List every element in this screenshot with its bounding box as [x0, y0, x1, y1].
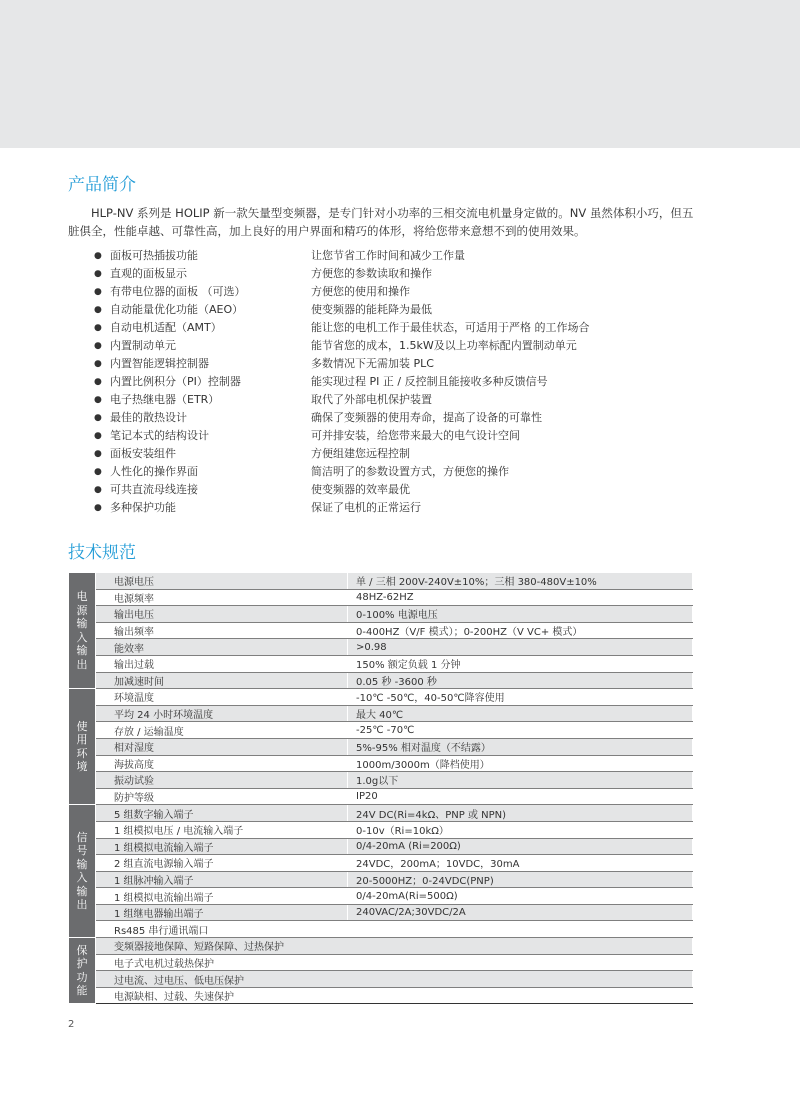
feature-name: 人性化的操作界面 — [110, 465, 198, 478]
spec-value: -10℃ -50℃，40-50℃降容使用 — [348, 689, 693, 706]
table-row — [69, 738, 693, 755]
table-row — [69, 689, 693, 706]
spec-value: 0-100% 电源电压 — [348, 606, 693, 623]
list-item — [0, 319, 800, 337]
list-item — [0, 427, 800, 445]
spec-value: 1.0g以下 — [348, 772, 693, 789]
spec-param: 环境温度 — [96, 689, 348, 706]
table-row — [69, 639, 693, 656]
bullet-icon: ● — [94, 449, 102, 459]
feature-name: 自动能量优化功能（AEO） — [110, 303, 244, 316]
table-row — [69, 987, 693, 1004]
spec-param: 存放 / 运输温度 — [96, 722, 348, 739]
spec-value: 0/4-20mA(Ri=500Ω) — [348, 888, 693, 905]
spec-title: 技术规范 — [68, 543, 136, 563]
spec-param: 电源缺相、过载、失速保护 — [96, 987, 693, 1004]
spec-group-label — [69, 938, 96, 1004]
bullet-icon: ● — [94, 503, 102, 513]
spec-value: 1000m/3000m（降档使用） — [348, 755, 693, 772]
bullet-icon: ● — [94, 413, 102, 423]
spec-value: 20-5000HZ；0-24VDC(PNP) — [348, 871, 693, 888]
table-row — [69, 788, 693, 805]
feature-description: 能实现过程 PI 正 / 反控制且能接收多种反馈信号 — [311, 375, 548, 388]
spec-table — [68, 572, 693, 1004]
spec-param: 1 组继电器输出端子 — [96, 904, 348, 921]
feature-description: 多数情况下无需加装 PLC — [311, 357, 434, 370]
table-row — [69, 655, 693, 672]
bullet-icon: ● — [94, 269, 102, 279]
table-row — [69, 954, 693, 971]
table-row — [69, 921, 693, 938]
bullet-icon: ● — [94, 395, 102, 405]
spec-param: 相对湿度 — [96, 738, 348, 755]
spec-group-text: 电源输入输出 — [76, 590, 88, 671]
table-row — [69, 589, 693, 606]
spec-group-text: 保护功能 — [76, 943, 88, 998]
spec-value: 5%-95% 相对温度（不结露） — [348, 738, 693, 755]
spec-param: 防护等级 — [96, 788, 348, 805]
spec-param: 1 组模拟电流输出端子 — [96, 888, 348, 905]
spec-param: Rs485 串行通讯端口 — [96, 921, 693, 938]
list-item — [0, 337, 800, 355]
table-row — [69, 573, 693, 590]
spec-param: 能效率 — [96, 639, 348, 656]
spec-value: 150% 额定负载 1 分钟 — [348, 655, 693, 672]
table-row — [69, 888, 693, 905]
table-row — [69, 805, 693, 822]
feature-name: 内置智能逻辑控制器 — [110, 357, 209, 370]
table-row — [69, 606, 693, 623]
intro-title: 产品简介 — [68, 175, 136, 195]
spec-value: -25℃ -70℃ — [348, 722, 693, 739]
table-row — [69, 722, 693, 739]
feature-name: 有带电位器的面板 （可选） — [110, 285, 246, 298]
feature-description: 方便您的参数读取和操作 — [311, 267, 432, 280]
bullet-icon: ● — [94, 377, 102, 387]
intro-paragraph: HLP-NV 系列是 HOLIP 新一款矢量型变频器，是专门针对小功率的三相交流电机量身定做的。NV 虽然体积小巧，但五脏俱全，性能卓越、可靠性高，加上良好的用户界面和精巧的体形，将给您带来意想不到的使用效果。 — [68, 206, 694, 238]
bullet-icon: ● — [94, 341, 102, 351]
table-row — [69, 772, 693, 789]
bullet-icon: ● — [94, 485, 102, 495]
spec-param: 变频器接地保障、短路保障、过热保护 — [96, 938, 693, 955]
spec-value: IP20 — [348, 788, 693, 805]
table-row — [69, 755, 693, 772]
feature-description: 简洁明了的参数设置方式，方便您的操作 — [311, 465, 509, 478]
list-item — [0, 391, 800, 409]
spec-value: 24V DC(Ri=4kΩ、PNP 或 NPN) — [348, 805, 693, 822]
feature-description: 方便组建您远程控制 — [311, 447, 410, 460]
feature-name: 可共直流母线连接 — [110, 483, 198, 496]
table-row — [69, 622, 693, 639]
spec-value: 0.05 秒 -3600 秒 — [348, 672, 693, 689]
spec-param: 输出电压 — [96, 606, 348, 623]
feature-description: 保证了电机的正常运行 — [311, 501, 421, 514]
spec-value: 24VDC，200mA；10VDC，30mA — [348, 855, 693, 872]
table-row — [69, 705, 693, 722]
header-band — [0, 0, 800, 148]
spec-value: 0-10v（Ri=10kΩ） — [348, 821, 693, 838]
list-item — [0, 373, 800, 391]
table-row — [69, 838, 693, 855]
feature-name: 笔记本式的结构设计 — [110, 429, 209, 442]
spec-value: 48HZ-62HZ — [348, 589, 693, 606]
spec-value: 单 / 三相 200V-240V±10%；三相 380-480V±10% — [348, 573, 693, 590]
feature-description: 方便您的使用和操作 — [311, 285, 410, 298]
spec-group-label — [69, 689, 96, 805]
feature-description: 让您节省工作时间和减少工作量 — [311, 249, 465, 262]
table-row — [69, 672, 693, 689]
feature-name: 面板安装组件 — [110, 447, 176, 460]
list-item — [0, 247, 800, 265]
bullet-icon: ● — [94, 359, 102, 369]
list-item — [0, 499, 800, 517]
spec-param: 电源电压 — [96, 573, 348, 590]
bullet-icon: ● — [94, 467, 102, 477]
feature-list — [0, 247, 800, 517]
spec-value: 240VAC/2A;30VDC/2A — [348, 904, 693, 921]
spec-value: 0/4-20mA (Ri=200Ω) — [348, 838, 693, 855]
spec-param: 海拔高度 — [96, 755, 348, 772]
feature-name: 自动电机适配（AMT） — [110, 321, 222, 334]
spec-value: >0.98 — [348, 639, 693, 656]
feature-name: 多种保护功能 — [110, 501, 176, 514]
list-item — [0, 355, 800, 373]
feature-name: 内置制动单元 — [110, 339, 176, 352]
feature-description: 取代了外部电机保护装置 — [311, 393, 432, 406]
spec-param: 1 组脉冲输入端子 — [96, 871, 348, 888]
table-row — [69, 904, 693, 921]
list-item — [0, 265, 800, 283]
spec-group-text: 使用环境 — [76, 719, 88, 774]
spec-param: 过电流、过电压、低电压保护 — [96, 971, 693, 988]
spec-param: 电源频率 — [96, 589, 348, 606]
feature-description: 能节省您的成本，1.5kW及以上功率标配内置制动单元 — [311, 339, 577, 352]
feature-name: 最佳的散热设计 — [110, 411, 187, 424]
list-item — [0, 463, 800, 481]
feature-name: 内置比例积分（PI）控制器 — [110, 375, 241, 388]
spec-param: 振动试验 — [96, 772, 348, 789]
feature-description: 能让您的电机工作于最佳状态，可适用于严格 的工作场合 — [311, 321, 590, 334]
spec-group-text: 信号输入输出 — [76, 830, 88, 912]
feature-description: 可并排安装，给您带来最大的电气设计空间 — [311, 429, 520, 442]
bullet-icon: ● — [94, 323, 102, 333]
bullet-icon: ● — [94, 431, 102, 441]
spec-value: 最大 40℃ — [348, 705, 693, 722]
spec-param: 加减速时间 — [96, 672, 348, 689]
page-number: 2 — [68, 1019, 75, 1030]
spec-group-label — [69, 573, 96, 689]
list-item — [0, 301, 800, 319]
bullet-icon: ● — [94, 305, 102, 315]
list-item — [0, 409, 800, 427]
table-row — [69, 871, 693, 888]
spec-value: 0-400HZ（V/F 模式）；0-200HZ（V VC+ 模式） — [348, 622, 693, 639]
spec-param: 平均 24 小时环境温度 — [96, 705, 348, 722]
list-item — [0, 481, 800, 499]
spec-param: 5 组数字输入端子 — [96, 805, 348, 822]
list-item — [0, 445, 800, 463]
spec-group-label — [69, 805, 96, 938]
spec-param: 2 组直流电源输入端子 — [96, 855, 348, 872]
feature-description: 使变频器的效率最优 — [311, 483, 410, 496]
table-row — [69, 971, 693, 988]
feature-description: 确保了变频器的使用寿命，提高了设备的可靠性 — [311, 411, 542, 424]
table-row — [69, 855, 693, 872]
spec-param: 1 组模拟电流输入端子 — [96, 838, 348, 855]
spec-param: 1 组模拟电压 / 电流输入端子 — [96, 821, 348, 838]
bullet-icon: ● — [94, 251, 102, 261]
spec-param: 输出过载 — [96, 655, 348, 672]
feature-name: 直观的面板显示 — [110, 267, 187, 280]
spec-param: 电子式电机过载热保护 — [96, 954, 693, 971]
feature-name: 电子热继电器（ETR） — [110, 393, 220, 406]
bullet-icon: ● — [94, 287, 102, 297]
table-row — [69, 821, 693, 838]
table-row — [69, 938, 693, 955]
feature-name: 面板可热插拔功能 — [110, 249, 198, 262]
spec-param: 输出频率 — [96, 622, 348, 639]
list-item — [0, 283, 800, 301]
feature-description: 使变频器的能耗降为最低 — [311, 303, 432, 316]
